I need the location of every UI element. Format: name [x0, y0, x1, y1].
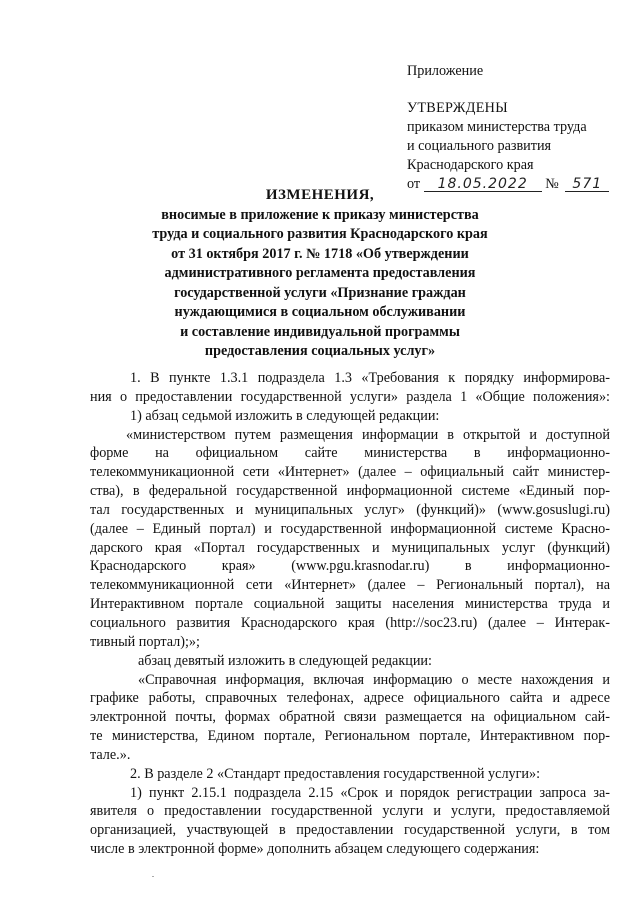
- heading-line: от 31 октября 2017 г. № 1718 «Об утверждении: [171, 245, 469, 262]
- approval-line-3: Краснодарского края: [407, 157, 534, 173]
- date-prefix: от: [407, 176, 421, 192]
- body-line: 2. В разделе 2 «Стандарт предоставления государственной услуги»:: [130, 765, 541, 782]
- body-line: Краснодарского края» (www.pgu.krasnodar.ru) в информационно-: [90, 558, 610, 575]
- body-line: тале.».: [90, 746, 131, 763]
- body-line: форме на официальном сайте министерства в информационно-: [90, 445, 610, 462]
- scan-speck: [152, 876, 154, 877]
- body-line: ства), в федеральной государственной информационной системе «Единый пор-: [90, 483, 610, 500]
- heading-line: государственной услуги «Признание граждан: [174, 284, 466, 301]
- heading-line: нуждающимися в социальном обслуживании: [174, 304, 466, 320]
- body-line: организацией, участвующей в предоставлении государственной услуги, в том: [90, 822, 610, 839]
- body-line: (далее – Единый портал) и государственной информационной системе Красно-: [90, 520, 610, 537]
- body-line: дарского края «Портал государственных и муниципальных услуг (функций): [90, 539, 610, 556]
- body-line: абзац девятый изложить в следующей редакции:: [138, 652, 432, 669]
- body-line: графике работы, справочных телефонах, адресе официального сайта и адресе: [90, 690, 610, 707]
- body-line: Интерактивном портале социальной защиты населения министерства труда и: [90, 596, 610, 613]
- body-line: телекоммуникационной сети «Интернет» (далее – Региональный портал), на: [90, 577, 610, 594]
- body-line: телекоммуникационной сети «Интернет» (далее – официальный сайт министер-: [90, 464, 610, 481]
- body-line: тал государственных и муниципальных услуг» (функций)» (www.gosuslugi.ru): [90, 501, 610, 518]
- appendix-label: Приложение: [407, 63, 484, 79]
- number-prefix: №: [545, 176, 559, 192]
- approval-line-1: приказом министерства труда: [407, 119, 587, 135]
- heading-line: и составление индивидуальной программы: [180, 323, 460, 340]
- body-line: 1) пункт 2.15.1 подраздела 2.15 «Срок и порядок регистрации запроса за-: [130, 784, 610, 801]
- document-body: [90, 369, 610, 859]
- heading-line: вносимые в приложение к приказу министерства: [161, 206, 479, 223]
- approval-block: [407, 62, 627, 194]
- handwritten-number: 571: [565, 177, 609, 192]
- body-line: электронной почты, формах обратной связи размещается на официальном сай-: [90, 709, 610, 726]
- body-line: «Справочная информация, включая информацию о месте нахождения и: [138, 671, 610, 688]
- body-line: явителя о предоставлении государственной услуги и услуги, предоставляемой: [90, 803, 610, 820]
- approval-line-2: и социального развития: [407, 138, 552, 154]
- body-line: тивный портал);»;: [90, 633, 200, 650]
- handwritten-date: 18.05.2022: [424, 177, 542, 192]
- document-heading: [120, 186, 520, 362]
- body-line: 1) абзац седьмой изложить в следующей редакции:: [130, 407, 440, 424]
- document-title: ИЗМЕНЕНИЯ,: [265, 187, 375, 203]
- body-line: 1. В пункте 1.3.1 подраздела 1.3 «Требования к порядку информирова-: [130, 370, 610, 386]
- approved-label: УТВЕРЖДЕНЫ: [407, 100, 508, 116]
- body-line: «министерством путем размещения информации в открытой и доступной: [126, 426, 610, 443]
- body-line: ния о предоставлении государственной услуги» раздела 1 «Общие положения»:: [90, 388, 610, 405]
- body-line: социального развития Краснодарского края (http://soc23.ru) (далее – Интерак-: [90, 614, 610, 631]
- heading-line: предоставления социальных услуг»: [204, 343, 436, 359]
- heading-line: труда и социального развития Краснодарского края: [152, 226, 488, 242]
- body-line: те министерства, Едином портале, Региональном портале, Интерактивном пор-: [90, 728, 610, 745]
- heading-line: административного регламента предоставления: [164, 265, 476, 281]
- body-line: числе в электронной форме» дополнить абзацем следующего содержания:: [90, 841, 540, 858]
